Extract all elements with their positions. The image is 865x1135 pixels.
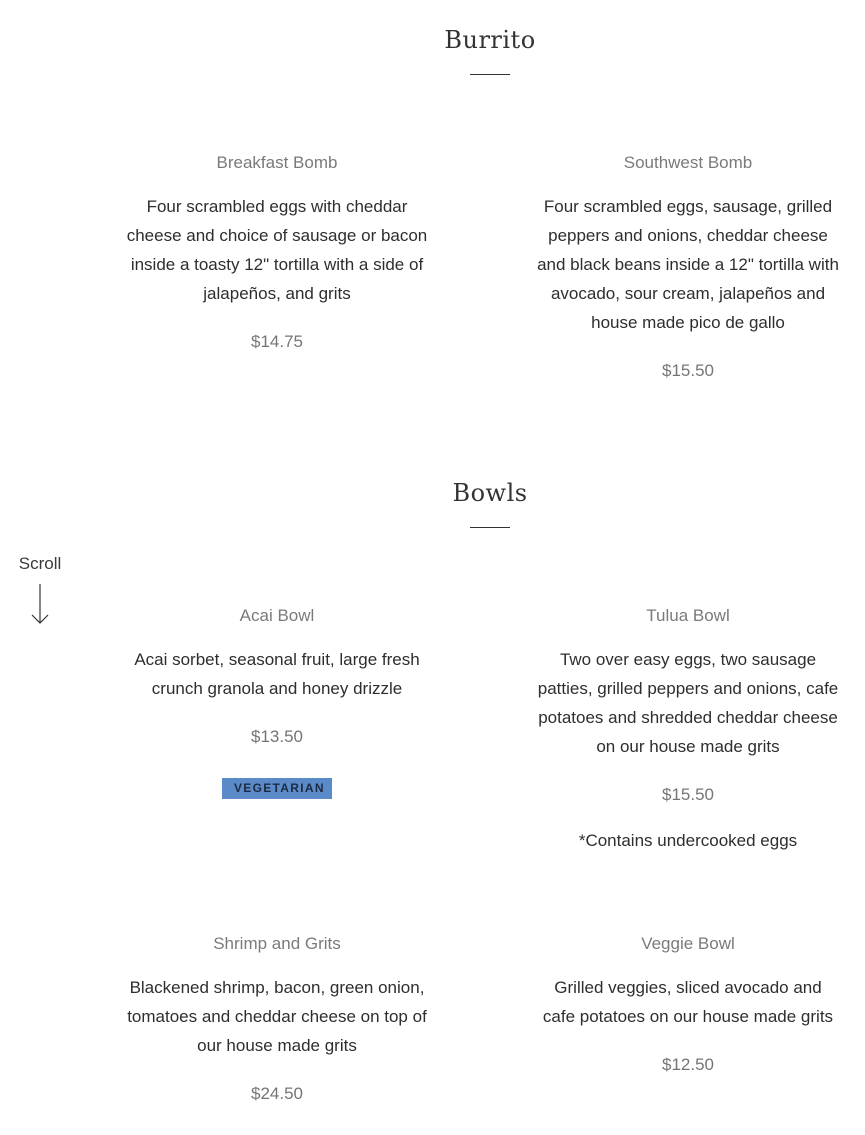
item-note: *Contains undercooked eggs [578,831,798,850]
item-description: Four scrambled eggs, sausage, grilled peppers and onions, cheddar cheese and black beans inside a 12" tortilla with avocado, sour cream, jalapeños and house made pico de gallo [537,197,839,332]
item-price: $15.50 [662,361,714,380]
menu-item-shrimp-and-grits [120,933,434,1105]
item-price: $13.50 [251,727,303,746]
item-price: $14.75 [251,332,303,351]
item-description: Blackened shrimp, bacon, green onion, tomatoes and cheddar cheese on top of our house made grits [127,978,427,1055]
item-name: Tulua Bowl [646,606,730,625]
section-title-burrito: Burrito [444,26,536,54]
arrow-down-icon [30,583,50,625]
menu-item-veggie-bowl [536,933,840,1076]
section-title-bowls: Bowls [452,479,528,507]
scroll-label: Scroll [18,554,62,573]
item-name: Acai Bowl [239,606,315,625]
item-name: Veggie Bowl [641,934,735,953]
section-divider [470,527,510,528]
item-price: $24.50 [251,1084,303,1103]
item-description: Four scrambled eggs with cheddar cheese and choice of sausage or bacon inside a toasty 12" tortilla with a side of jalapeños, and grits [126,197,428,303]
item-price: $15.50 [662,785,714,804]
item-description: Two over easy eggs, two sausage patties, grilled peppers and onions, cafe potatoes and shredded cheddar cheese on our house made grits [537,650,839,756]
scroll-hint[interactable] [14,553,66,625]
item-name: Breakfast Bomb [216,153,338,172]
item-name: Shrimp and Grits [213,934,341,953]
menu-item-tulua-bowl [536,605,840,852]
menu-item-southwest-bomb [536,152,840,382]
section-divider [470,74,510,75]
vegetarian-badge: VEGETARIAN [222,778,332,799]
menu-item-acai-bowl [120,605,434,799]
menu-item-breakfast-bomb [120,152,434,353]
item-name: Southwest Bomb [623,153,753,172]
item-price: $12.50 [662,1055,714,1074]
item-description: Acai sorbet, seasonal fruit, large fresh crunch granola and honey drizzle [134,650,420,698]
item-description: Grilled veggies, sliced avocado and cafe potatoes on our house made grits [542,978,834,1026]
